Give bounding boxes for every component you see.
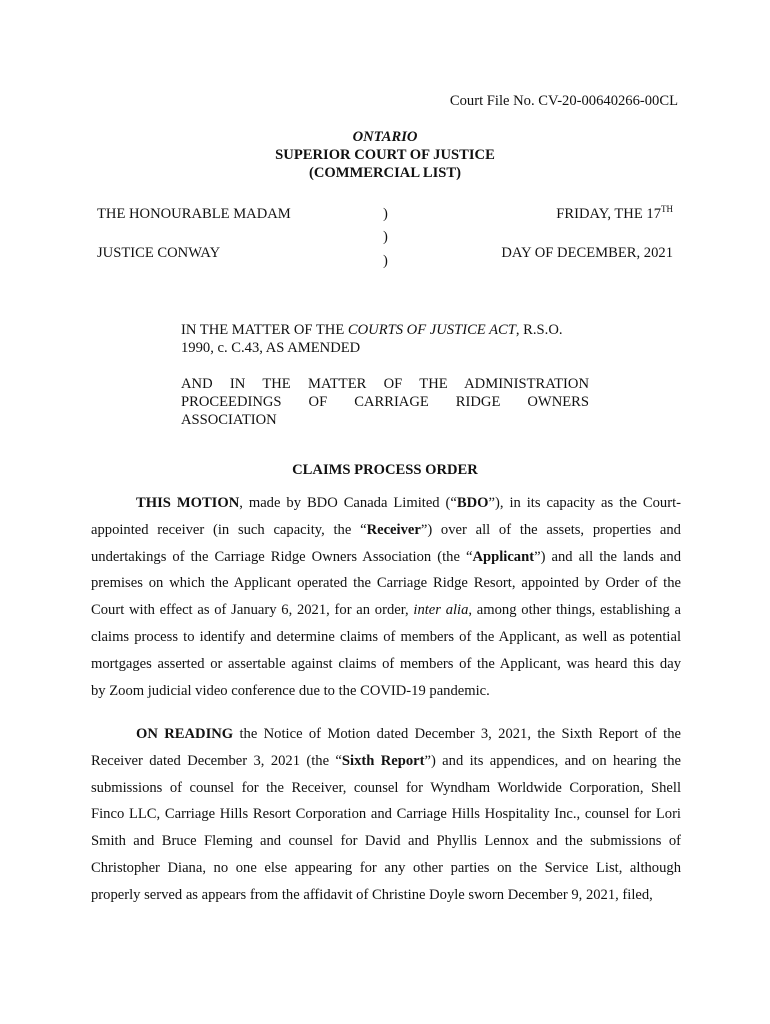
- para-2-line-5: Smith and Bruce Fleming and counsel for David and Phyllis Lennox and the submissions of: [91, 833, 681, 850]
- ordinal-suffix: TH: [661, 204, 673, 215]
- order-title: CLAIMS PROCESS ORDER: [292, 462, 478, 478]
- para-2-line-6: Christopher Diana, no one else appearing for any other parties on the Service List, although: [91, 859, 681, 876]
- para-2-line-1: [91, 721, 681, 748]
- motion-heading: THIS MOTION: [136, 495, 240, 511]
- para-1-line-5: [91, 597, 681, 624]
- matter-1-suffix: , R.S.O.: [515, 322, 563, 338]
- text-run: Court with effect as of January 6, 2021, for an order,: [91, 602, 414, 619]
- matter-clause-2: [181, 375, 589, 430]
- text-run: , made by BDO Canada Limited (“: [239, 495, 457, 511]
- judge-line-2: JUSTICE CONWAY: [97, 245, 221, 261]
- para-1-line-1: [91, 490, 681, 517]
- defined-term-applicant: Applicant: [472, 548, 535, 565]
- para-2-line-4: Finco LLC, Carriage Hills Resort Corporation and Carriage Hills Hospitality Inc., counsel for Lori: [91, 806, 681, 823]
- reading-heading: ON READING: [136, 726, 234, 742]
- bracket-1: ): [383, 206, 388, 222]
- court-name: SUPERIOR COURT OF JUSTICE: [275, 147, 495, 163]
- text-run: appointed receiver (in such capacity, the “: [91, 521, 367, 538]
- matter-2-line-2: PROCEEDINGS OF CARRIAGE RIDGE OWNERS: [181, 394, 589, 411]
- text-run: , among other things, establishing a: [468, 602, 682, 619]
- text-run: ”), in its capacity as the Court-: [488, 495, 681, 511]
- court-file-number: Court File No. CV-20-00640266-00CL: [449, 93, 678, 109]
- para-1-line-7: mortgages asserted or assertable against claims of members of the Applicant, was heard this day: [91, 655, 681, 672]
- text-run: ”) and all the lands and: [534, 548, 681, 565]
- matter-2-line-3: ASSOCIATION: [181, 412, 277, 429]
- para-2-line-3: submissions of counsel for the Receiver, counsel for Wyndham Worldwide Corporation, Shell: [91, 779, 681, 796]
- hearing-date-line-2: DAY OF DECEMBER, 2021: [501, 245, 673, 261]
- para-1-line-2: [91, 517, 681, 544]
- hearing-date-line-1: [556, 206, 673, 223]
- para-1-line-4: premises on which the Applicant operated the Carriage Ridge Resort, appointed by Order of the: [91, 575, 681, 592]
- para-1-line-3: [91, 544, 681, 571]
- text-run: Receiver dated December 3, 2021 (the “: [91, 752, 342, 769]
- court-list: (COMMERCIAL LIST): [308, 165, 462, 181]
- recital-paragraph-1: [91, 490, 681, 704]
- defined-term-receiver: Receiver: [366, 521, 421, 538]
- court-heading: [0, 128, 770, 182]
- text-run: ”) over all of the assets, properties and: [420, 521, 681, 538]
- statute-name: COURTS OF JUSTICE ACT: [347, 322, 516, 338]
- judge-line-1: THE HONOURABLE MADAM: [97, 206, 291, 222]
- matter-1-line-2: 1990, c. C.43, AS AMENDED: [181, 340, 361, 357]
- text-run: ”) and its appendices, and on hearing the: [424, 752, 681, 769]
- matter-1-prefix: IN THE MATTER OF THE: [181, 322, 348, 338]
- defined-term-bdo: BDO: [456, 495, 489, 511]
- province: ONTARIO: [352, 129, 418, 145]
- text-run: undertakings of the Carriage Ridge Owners Association (the “: [91, 548, 473, 565]
- hearing-date-day: FRIDAY, THE 17: [556, 206, 661, 222]
- bracket-2: ): [383, 229, 388, 245]
- recital-paragraph-2: [91, 721, 681, 909]
- text-run: the Notice of Motion dated December 3, 2021, the Sixth Report of the: [233, 726, 681, 742]
- matter-2-line-1: AND IN THE MATTER OF THE ADMINISTRATION: [181, 376, 589, 392]
- para-1-line-6: claims process to identify and determine claims of members of the Applicant, as well as potential: [91, 628, 681, 645]
- matter-clause-1: [181, 321, 589, 357]
- para-1-line-8: by Zoom judicial video conference due to the COVID-19 pandemic.: [91, 682, 490, 699]
- defined-term-sixth-report: Sixth Report: [341, 752, 425, 769]
- bracket-3: ): [383, 253, 388, 269]
- matter-1-line-1: [181, 321, 589, 339]
- para-2-line-7: properly served as appears from the affidavit of Christine Doyle sworn December 9, 2021, filed,: [91, 886, 653, 903]
- para-2-line-2: [91, 748, 681, 775]
- latin-phrase: inter alia: [413, 602, 469, 619]
